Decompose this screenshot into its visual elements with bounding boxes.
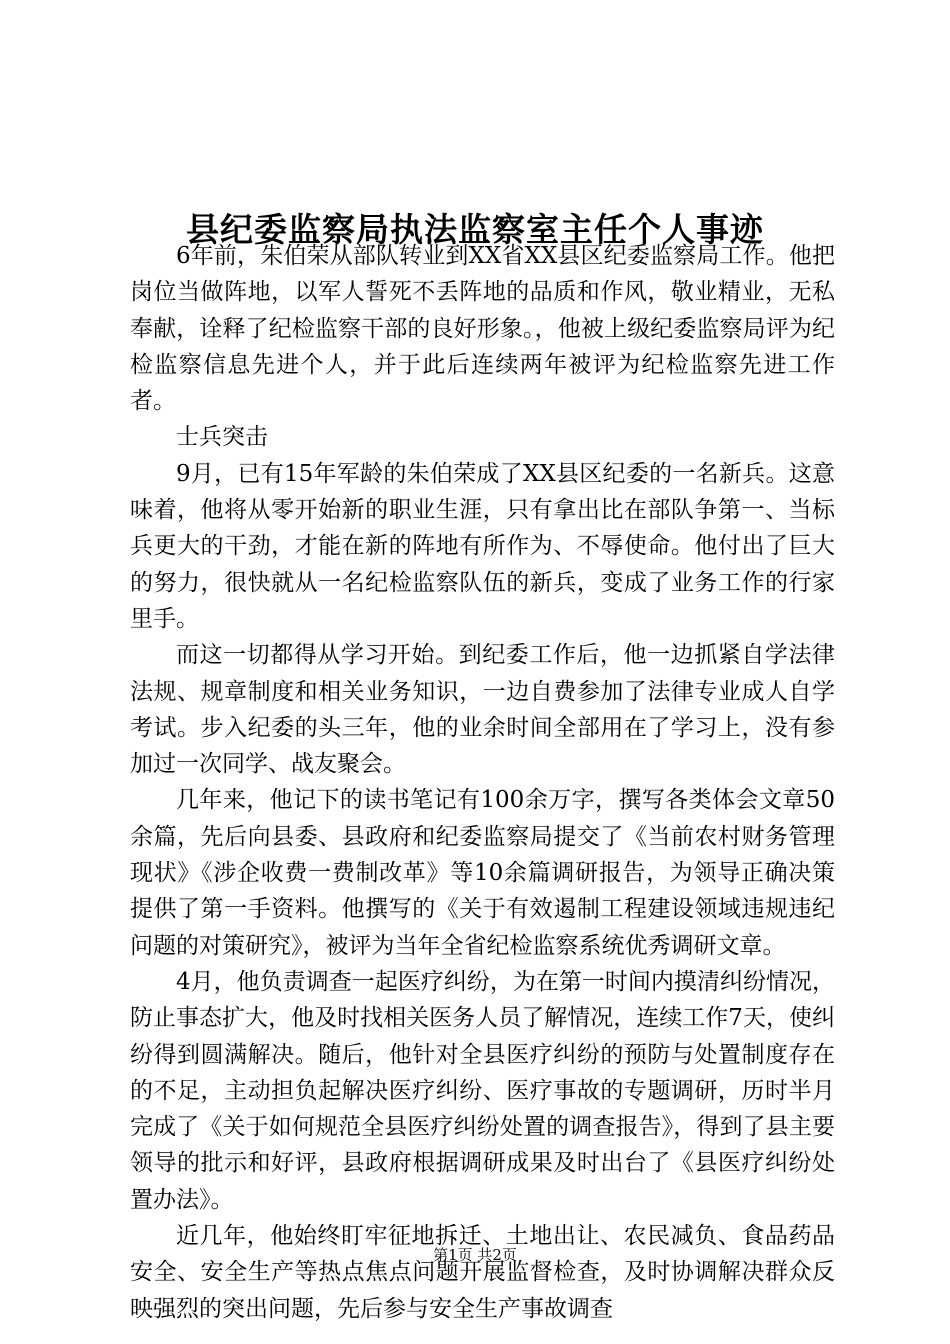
section-heading: 士兵突击 [176, 424, 268, 451]
document-title: 县纪委监察局执法监察室主任个人事迹 [186, 210, 764, 250]
paragraph-medical-dispute: 4月，他负责调查一起医疗纠纷，为在第一时间内摸清纠纷情况，防止事态扩大，他及时找相关医务人员了解情况，连续工作7天，使纠纷得到圆满解决。随后，他针对全县医疗纠纷的预防与处置制度存在的不足，主动担负起解决医疗纠纷、医疗事故的专题调研，历时半月完成了《关于如何规范全县医疗纠纷处置的调查报告》，得到了县主要领导的批示和好评，县政府根据调研成果及时出台了《县医疗纠纷处置办法》。 [130, 968, 835, 1213]
paragraph-new-soldier: 9月，已有15年军龄的朱伯荣成了XX县区纪委的一名新兵。这意味着，他将从零开始新的职业生涯，只有拿出比在部队争第一、当标兵更大的干劲，才能在新的阵地有所作为、不辱使命。他付出了巨大的努力，很快就从一名纪检监察队伍的新兵，变成了业务工作的行家里手。 [130, 460, 835, 632]
paragraph-supervision: 近几年，他始终盯牢征地拆迁、土地出让、农民减负、食品药品安全、安全生产等热点焦点问题开展监督检查，及时协调解决群众反映强烈的突出问题，先后参与安全生产事故调查 [130, 1223, 835, 1322]
page-number-footer: 第1页 共2页 [433, 1246, 517, 1264]
document-body [130, 238, 835, 1327]
paragraph-research: 几年来，他记下的读书笔记有100余万字，撰写各类体会文章50余篇，先后向县委、县政府和纪委监察局提交了《当前农村财务管理现状》《涉企收费一费制改革》等10余篇调研报告，为领导正确决策提供了第一手资料。他撰写的《关于有效遏制工程建设领域违规违纪问题的对策研究》，被评为当年全省纪检监察系统优秀调研文章。 [130, 787, 835, 959]
paragraph-study: 而这一切都得从学习开始。到纪委工作后，他一边抓紧自学法律法规、规章制度和相关业务知识，一边自费参加了法律专业成人自学考试。步入纪委的头三年，他的业余时间全部用在了学习上，没有参加过一次同学、战友聚会。 [130, 642, 835, 778]
paragraph-intro: 6年前，朱伯荣从部队转业到XX省XX县区纪委监察局工作。他把岗位当做阵地，以军人誓死不丢阵地的品质和作风，敬业精业，无私奉献，诠释了纪检监察干部的良好形象。，他被上级纪委监察局评为纪检监察信息先进个人，并于此后连续两年被评为纪检监察先进工作者。 [130, 243, 835, 415]
